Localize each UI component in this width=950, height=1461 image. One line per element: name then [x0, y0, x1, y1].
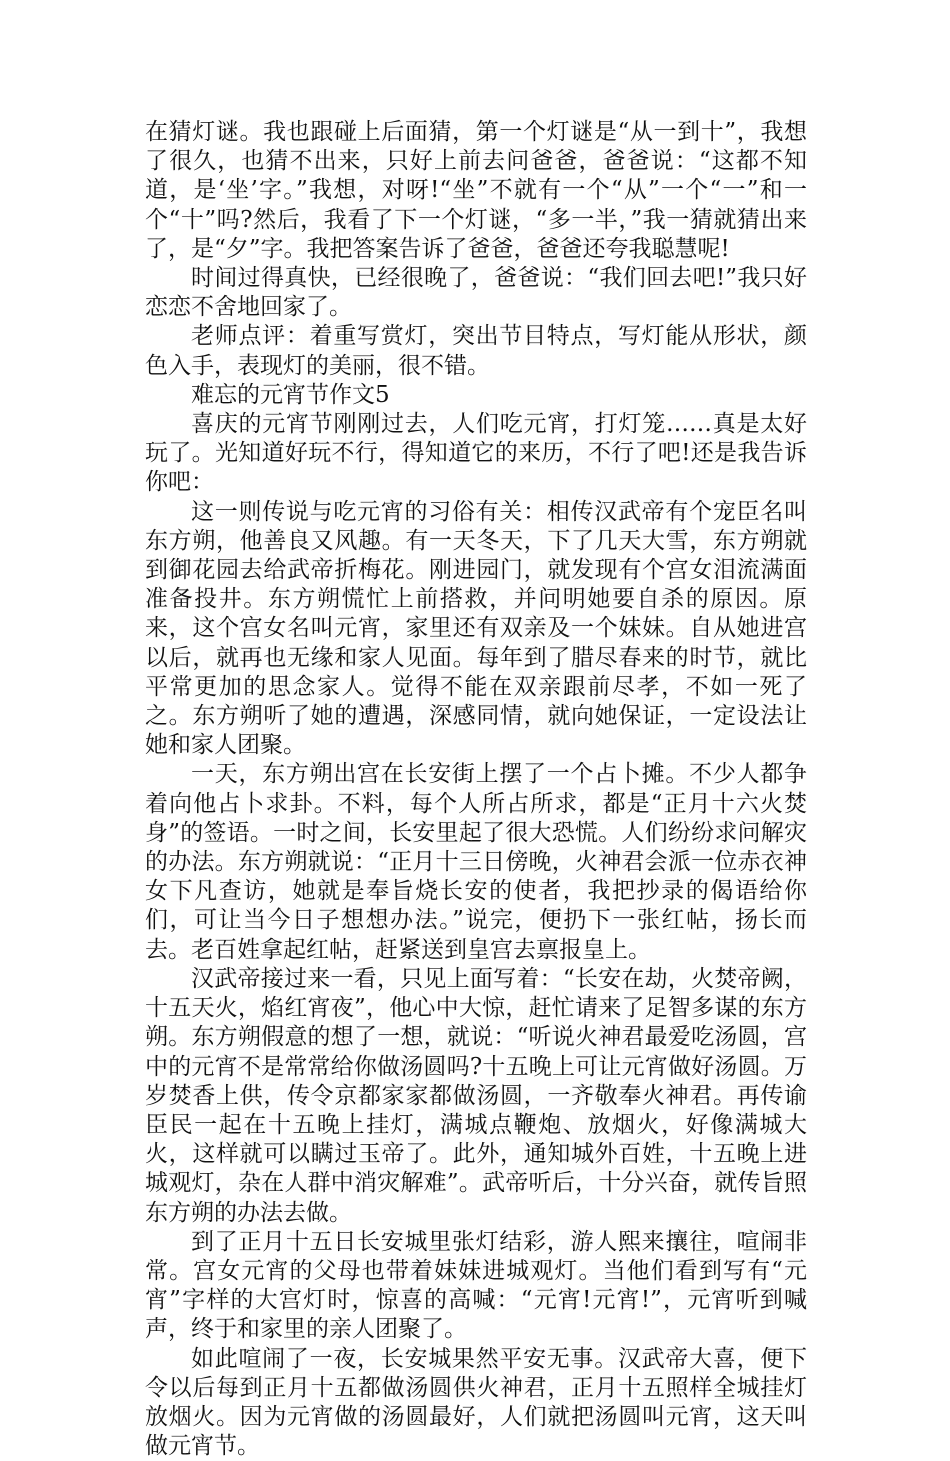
paragraph-fortune-stall: 一天，东方朔出宫在长安街上摆了一个占卜摊。不少人都争着向他占卜求卦。不料，每个人所占所求，都是“正月十六火焚身”的签语。一时之间，长安里起了很大恐慌。人们纷纷求问解灾的办法。东方朔就说：“正月十三日傍晚，火神君会派一位赤衣神女下凡查访，她就是奉旨烧长安的使者，我把抄录的偈语给你们，可让当今日子想想办法。”说完，便扔下一张红帖，扬长而去。老百姓拿起红帖，赶紧送到皇宫去禀报皇上。	[145, 761, 807, 963]
paragraph-legend: 这一则传说与吃元宵的习俗有关：相传汉武帝有个宠臣名叫东方朔，他善良又风趣。有一天冬天，下了几天大雪，东方朔就到御花园去给武帝折梅花。刚进园门，就发现有个宫女泪流满面准备投井。东方朔慌忙上前搭救，并问明她要自杀的原因。原来，这个宫女名叫元宵，家里还有双亲及一个妹妹。自从她进宫以后，就再也无缘和家人见面。每年到了腊尽春来的时节，就比平常更加的思念家人。觉得不能在双亲跟前尽孝，不如一死了之。东方朔听了她的遭遇，深感同情，就向她保证，一定设法让她和家人团聚。	[145, 498, 807, 759]
paragraph-going-home: 时间过得真快，已经很晚了，爸爸说：“我们回去吧!”我只好恋恋不舍地回家了。	[145, 265, 807, 321]
paragraph-teacher-comment: 老师点评：着重写赏灯，突出节目特点，写灯能从形状，颜色入手，表现灯的美丽，很不错。	[145, 323, 807, 379]
paragraph-intro: 喜庆的元宵节刚刚过去，人们吃元宵，打灯笼……真是太好玩了。光知道好玩不行，得知道它的来历，不行了吧!还是我告诉你吧：	[145, 411, 807, 496]
paragraph-emperor: 汉武帝接过来一看，只见上面写着：“长安在劫，火焚帝阙，十五天火，焰红宵夜”，他心中大惊，赶忙请来了足智多谋的东方朔。东方朔假意的想了一想，就说：“听说火神君最爱吃汤圆，宫中的元宵不是常常给你做汤圆吗?十五晚上可让元宵做好汤圆。万岁焚香上供，传令京都家家都做汤圆，一齐敬奉火神君。再传谕臣民一起在十五晚上挂灯，满城点鞭炮、放烟火，好像满城大火，这样就可以瞒过玉帝了。此外，通知城外百姓，十五晚上进城观灯，杂在人群中消灾解难”。武帝听后，十分兴奋，就传旨照东方朔的办法去做。	[145, 965, 807, 1226]
paragraph-lantern-riddles: 在猜灯谜。我也跟碰上后面猜，第一个灯谜是“从一到十”，我想了很久，也猜不出来，只好上前去问爸爸，爸爸说：“这都不知道，是‘坐’字。”我想，对呀!“坐”不就有一个“从”一个“一”和一个“十”吗?然后，我看了下一个灯谜，“多一半，”我一猜就猜出来了，是“夕”字。我把答案告诉了爸爸，爸爸还夸我聪慧呢!	[145, 119, 807, 262]
paragraph-festival-origin: 如此喧闹了一夜，长安城果然平安无事。汉武帝大喜，便下令以后每到正月十五都做汤圆供火神君，正月十五照样全城挂灯放烟火。因为元宵做的汤圆最好，人们就把汤圆叫元宵，这天叫做元宵节。	[145, 1345, 807, 1460]
essay-heading: 难忘的元宵节作文5	[191, 381, 390, 408]
document-page	[145, 118, 807, 1461]
paragraph-reunion: 到了正月十五日长安城里张灯结彩，游人熙来攘往，喧闹非常。宫女元宵的父母也带着妹妹进城观灯。当他们看到写有“元宵”字样的大宫灯时，惊喜的高喊：“元宵!元宵!”，元宵听到喊声，终于和家里的亲人团聚了。	[145, 1228, 807, 1343]
